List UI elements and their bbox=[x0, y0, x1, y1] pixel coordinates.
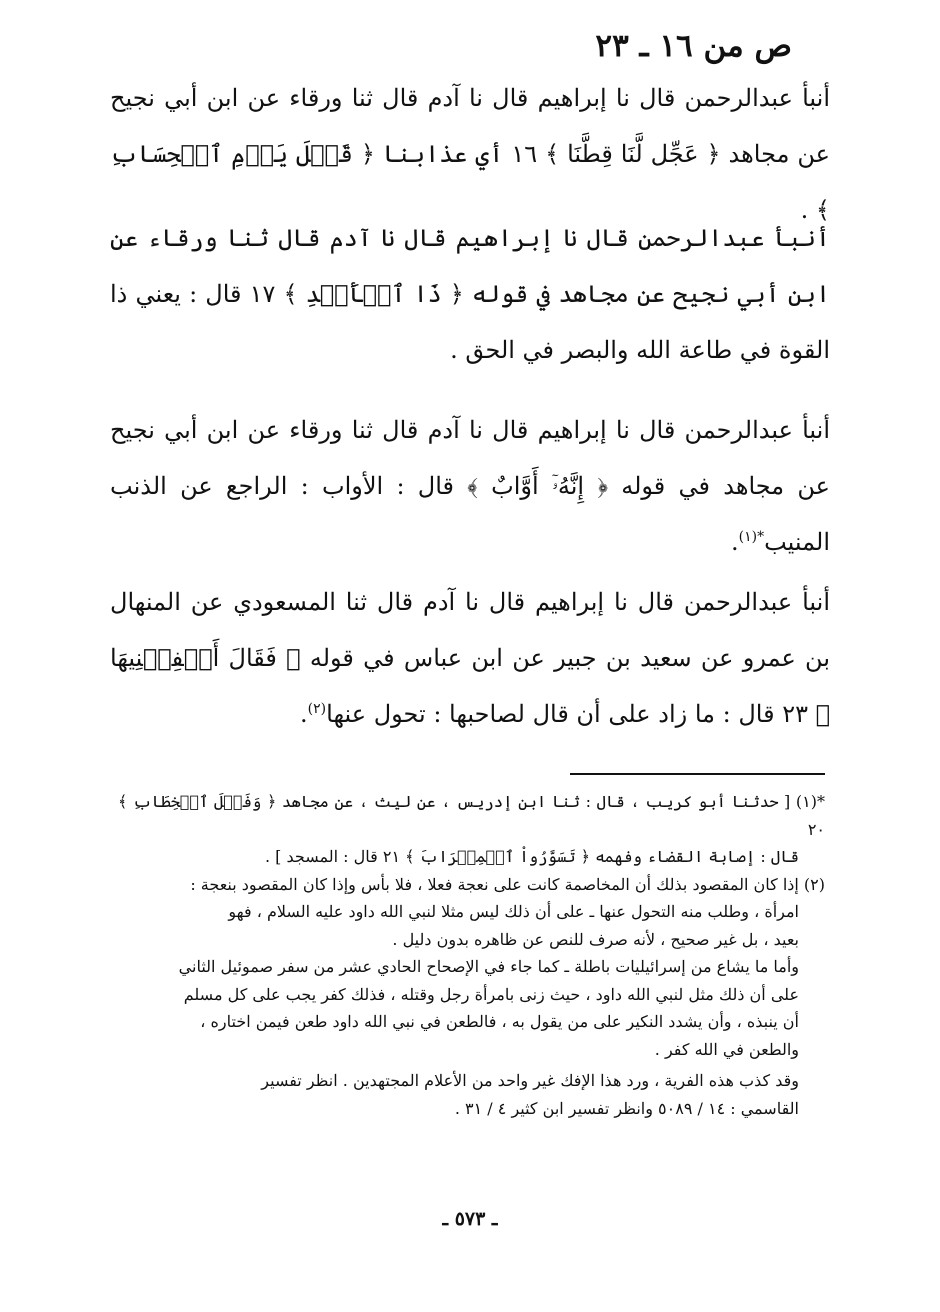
footnote-1-line-2: قال : إصابة القضاء وفهمه ﴿ تَسَوَّرُواْ ٱلۡمِحۡرَابَ ﴾ ٢١ قال : المسجد ] . bbox=[264, 847, 799, 866]
page-title: ص من ١٦ ـ ٢٣ bbox=[595, 28, 792, 64]
narration-text-3: أنبأ عبدالرحمن قال نا إبراهيم قال نا آدم قال ثنا ورقاء عن ابن أبي نجيح عن مجاهد في قوله ﴿ إِنَّهُۥٓ أَوَّابٌ ﴾ قال : الأواب : الراجع عن الذنب المنيب bbox=[110, 416, 830, 556]
footnote-2-line-5: على أن ذلك مثل لنبي الله داود ، حيث زنى بامرأة رجل وقتله ، فذلك كفر يجب على كل مسلم bbox=[183, 984, 799, 1004]
footnote-2-line-2: امرأة ، وطلب منه التحول عنها ـ على أن ذلك ليس مثلا لنبي الله داود عليه السلام ، فهو bbox=[228, 902, 799, 921]
footnote-2-line-3: بعيد ، بل غير صحيح ، لأنه صرف للنص عن ظاهره بدون دليل . bbox=[392, 929, 799, 949]
footnotes-section bbox=[118, 788, 825, 1122]
narration-paragraph-4 bbox=[110, 574, 830, 742]
sentence-end: . bbox=[730, 528, 739, 556]
narration-paragraph-2 bbox=[110, 210, 830, 378]
narration-text-2: أنبأ عبدالرحمن قال نا إبراهيم قال نا آدم قال ثنا ورقاء عن ابن أبي نجيح عن مجاهد في قوله ﴿ ذَا ٱلۡأَيۡدِ ﴾ ١٧ قال : يعني ذا القوة في طاعة الله والبصر في الحق . bbox=[110, 224, 831, 364]
footnote-divider bbox=[570, 773, 825, 775]
footnote-ref-2: (٢) bbox=[307, 701, 327, 717]
page-number: ـ ٥٧٣ ـ bbox=[442, 1208, 498, 1230]
footnote-2-line-1: (٢) إذا كان المقصود بذلك أن المخاصمة كانت على نعجة فعلا ، فلا بأس وإذا كان المقصود بنعجة : bbox=[190, 874, 825, 894]
footnote-ref-1: *(١) bbox=[738, 529, 765, 545]
narration-text-1: أنبأ عبدالرحمن قال نا إبراهيم قال نا آدم قال ثنا ورقاء عن ابن أبي نجيح عن مجاهد ﴿ عَجِّل لَّنَا قِطَّنَا ﴾ ١٦ أي عذابنا ﴿ قَبۡلَ يَوۡمِ ٱلۡحِسَابِ ﴾ . bbox=[110, 84, 831, 224]
footnote-2-line-9: القاسمي : ١٤ / ٥٠٨٩ وانظر تفسير ابن كثير ٤ / ٣١ . bbox=[454, 1098, 799, 1118]
footnote-2-line-8: وقد كذب هذه الفرية ، ورد هذا الإفك غير واحد من الأعلام المجتهدين . انظر تفسير bbox=[261, 1071, 799, 1090]
sentence-end: . bbox=[300, 700, 308, 728]
footnote-1-line-1: *(١) [ حدثنا أبو كريب ، قال : ثنا ابن إدريس ، عن ليث ، عن مجاهد ﴿ وَفَصۡلَ ٱلۡخِطَابِ ﴾ ٢٠ bbox=[118, 792, 825, 839]
footnote-2-line-6: أن ينبذه ، وأن يشدد النكير على من يقول به ، فالطعن في نبي الله داود طعن فيمن اختاره ، bbox=[200, 1012, 799, 1031]
footnote-2-line-7: والطعن في الله كفر . bbox=[654, 1039, 799, 1059]
footnote-2-line-4: وأما ما يشاع من إسرائيليات باطلة ـ كما جاء في الإصحاح الحادي عشر من سفر صموئيل الثاني bbox=[178, 957, 799, 976]
narration-paragraph-3 bbox=[110, 402, 830, 570]
narration-text-4: أنبأ عبدالرحمن قال نا إبراهيم قال نا آدم قال ثنا المسعودي عن المنهال بن عمرو عن سعيد بن جبير عن ابن عباس في قوله ﴿ فَقَالَ أَكۡفِلۡنِيهَا ﴾ ٢٣ قال : ما زاد على أن قال لصاحبها : تحول عنها bbox=[110, 588, 830, 728]
